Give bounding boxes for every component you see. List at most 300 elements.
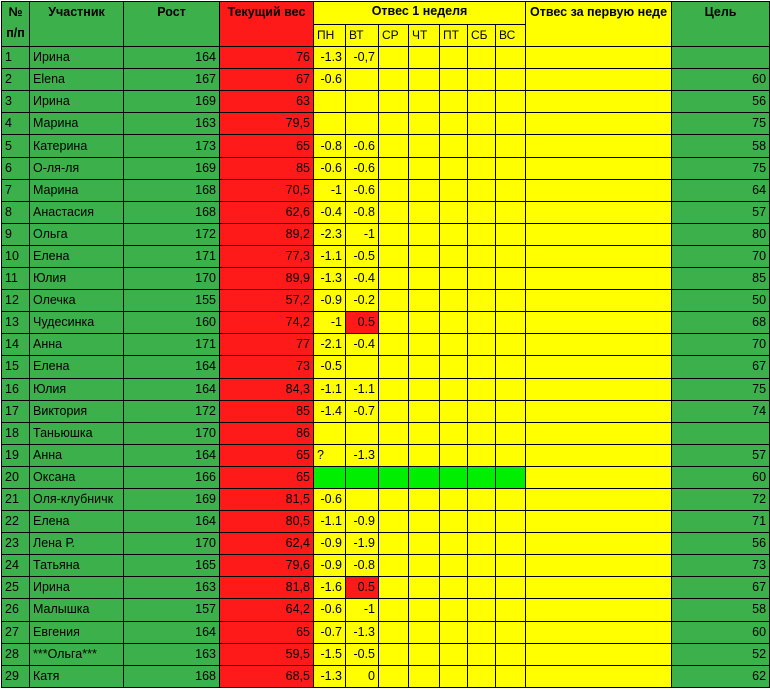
cell-day-sun[interactable] bbox=[496, 201, 526, 223]
cell-day-sun[interactable] bbox=[496, 599, 526, 621]
cell-day-wed[interactable] bbox=[379, 400, 409, 422]
cell-day-tue[interactable] bbox=[346, 422, 379, 444]
cell-day-tue[interactable]: -0.6 bbox=[346, 135, 379, 157]
header-day-wed[interactable]: СР bbox=[379, 25, 409, 47]
cell-day-thu[interactable] bbox=[409, 444, 440, 466]
cell-goal[interactable]: 68 bbox=[672, 312, 770, 334]
cell-day-mon[interactable]: -0.6 bbox=[314, 599, 346, 621]
cell-day-sat[interactable] bbox=[468, 223, 496, 245]
cell-index[interactable]: 22 bbox=[2, 511, 30, 533]
cell-height[interactable]: 164 bbox=[124, 356, 220, 378]
cell-day-sun[interactable] bbox=[496, 135, 526, 157]
cell-day-sun[interactable] bbox=[496, 356, 526, 378]
cell-name[interactable]: Юлия bbox=[30, 378, 124, 400]
cell-day-tue[interactable]: -0.5 bbox=[346, 643, 379, 665]
cell-height[interactable]: 172 bbox=[124, 400, 220, 422]
cell-day-tue[interactable]: 0 bbox=[346, 665, 379, 687]
cell-day-mon[interactable]: -1.4 bbox=[314, 400, 346, 422]
cell-day-thu[interactable] bbox=[409, 555, 440, 577]
cell-day-fri[interactable] bbox=[440, 47, 468, 69]
cell-weight[interactable]: 79,5 bbox=[220, 113, 314, 135]
cell-day-tue[interactable] bbox=[346, 91, 379, 113]
cell-height[interactable]: 169 bbox=[124, 91, 220, 113]
cell-day-mon[interactable]: -1 bbox=[314, 312, 346, 334]
cell-day-fri[interactable] bbox=[440, 466, 468, 488]
cell-day-wed[interactable] bbox=[379, 135, 409, 157]
cell-first-week[interactable] bbox=[526, 157, 672, 179]
cell-name[interactable]: Татьяна bbox=[30, 555, 124, 577]
cell-height[interactable]: 165 bbox=[124, 555, 220, 577]
cell-day-tue[interactable]: -0.9 bbox=[346, 511, 379, 533]
cell-day-wed[interactable] bbox=[379, 47, 409, 69]
cell-goal[interactable]: 64 bbox=[672, 179, 770, 201]
cell-day-mon[interactable]: -2.1 bbox=[314, 334, 346, 356]
cell-weight[interactable]: 81,8 bbox=[220, 577, 314, 599]
cell-day-thu[interactable] bbox=[409, 113, 440, 135]
cell-height[interactable]: 171 bbox=[124, 245, 220, 267]
cell-name[interactable]: Олечка bbox=[30, 290, 124, 312]
cell-name[interactable]: Юлия bbox=[30, 268, 124, 290]
cell-day-tue[interactable]: 0.5 bbox=[346, 312, 379, 334]
cell-name[interactable]: Лена Р. bbox=[30, 533, 124, 555]
cell-day-mon[interactable]: -0.6 bbox=[314, 157, 346, 179]
cell-day-tue[interactable] bbox=[346, 356, 379, 378]
cell-height[interactable]: 163 bbox=[124, 113, 220, 135]
cell-day-sat[interactable] bbox=[468, 290, 496, 312]
cell-day-fri[interactable] bbox=[440, 555, 468, 577]
cell-day-sun[interactable] bbox=[496, 334, 526, 356]
cell-day-fri[interactable] bbox=[440, 268, 468, 290]
cell-index[interactable]: 15 bbox=[2, 356, 30, 378]
cell-height[interactable]: 164 bbox=[124, 378, 220, 400]
cell-weight[interactable]: 73 bbox=[220, 356, 314, 378]
cell-day-wed[interactable] bbox=[379, 334, 409, 356]
cell-day-mon[interactable] bbox=[314, 466, 346, 488]
cell-name[interactable]: Оля-клубничк bbox=[30, 488, 124, 510]
cell-goal[interactable]: 75 bbox=[672, 113, 770, 135]
cell-day-sun[interactable] bbox=[496, 312, 526, 334]
cell-index[interactable]: 27 bbox=[2, 621, 30, 643]
cell-index[interactable]: 13 bbox=[2, 312, 30, 334]
cell-name[interactable]: Малышка bbox=[30, 599, 124, 621]
cell-day-fri[interactable] bbox=[440, 511, 468, 533]
cell-day-sun[interactable] bbox=[496, 643, 526, 665]
cell-day-thu[interactable] bbox=[409, 665, 440, 687]
cell-index[interactable]: 20 bbox=[2, 466, 30, 488]
cell-day-wed[interactable] bbox=[379, 113, 409, 135]
cell-day-fri[interactable] bbox=[440, 378, 468, 400]
cell-day-mon[interactable]: -1.3 bbox=[314, 268, 346, 290]
cell-day-tue[interactable] bbox=[346, 488, 379, 510]
cell-height[interactable]: 166 bbox=[124, 466, 220, 488]
cell-day-sun[interactable] bbox=[496, 69, 526, 91]
cell-day-sat[interactable] bbox=[468, 245, 496, 267]
cell-day-thu[interactable] bbox=[409, 488, 440, 510]
cell-name[interactable]: Катерина bbox=[30, 135, 124, 157]
cell-index[interactable]: 1 bbox=[2, 47, 30, 69]
cell-first-week[interactable] bbox=[526, 135, 672, 157]
cell-day-sat[interactable] bbox=[468, 179, 496, 201]
cell-weight[interactable]: 79,6 bbox=[220, 555, 314, 577]
cell-height[interactable]: 167 bbox=[124, 69, 220, 91]
cell-day-thu[interactable] bbox=[409, 378, 440, 400]
cell-first-week[interactable] bbox=[526, 422, 672, 444]
cell-goal[interactable]: 71 bbox=[672, 511, 770, 533]
cell-height[interactable]: 164 bbox=[124, 621, 220, 643]
cell-day-thu[interactable] bbox=[409, 511, 440, 533]
cell-goal[interactable]: 56 bbox=[672, 91, 770, 113]
cell-name[interactable]: Оксана bbox=[30, 466, 124, 488]
cell-weight[interactable]: 68,5 bbox=[220, 665, 314, 687]
cell-first-week[interactable] bbox=[526, 69, 672, 91]
cell-first-week[interactable] bbox=[526, 577, 672, 599]
cell-name[interactable]: О-ля-ля bbox=[30, 157, 124, 179]
cell-day-fri[interactable] bbox=[440, 356, 468, 378]
header-day-tue[interactable]: ВТ bbox=[346, 25, 379, 47]
cell-first-week[interactable] bbox=[526, 290, 672, 312]
cell-first-week[interactable] bbox=[526, 511, 672, 533]
cell-index[interactable]: 23 bbox=[2, 533, 30, 555]
cell-day-sun[interactable] bbox=[496, 400, 526, 422]
cell-index[interactable]: 29 bbox=[2, 665, 30, 687]
cell-height[interactable]: 164 bbox=[124, 511, 220, 533]
cell-day-sun[interactable] bbox=[496, 488, 526, 510]
header-day-mon[interactable]: ПН bbox=[314, 25, 346, 47]
cell-height[interactable]: 169 bbox=[124, 157, 220, 179]
cell-first-week[interactable] bbox=[526, 444, 672, 466]
cell-first-week[interactable] bbox=[526, 400, 672, 422]
header-week1[interactable]: Отвес 1 неделя bbox=[314, 2, 526, 25]
cell-day-tue[interactable]: -0.8 bbox=[346, 201, 379, 223]
cell-day-mon[interactable]: -1.1 bbox=[314, 245, 346, 267]
cell-day-tue[interactable]: -1.3 bbox=[346, 621, 379, 643]
cell-day-thu[interactable] bbox=[409, 201, 440, 223]
cell-name[interactable]: Елена bbox=[30, 511, 124, 533]
cell-weight[interactable]: 65 bbox=[220, 466, 314, 488]
cell-day-sun[interactable] bbox=[496, 179, 526, 201]
cell-weight[interactable]: 59,5 bbox=[220, 643, 314, 665]
cell-day-tue[interactable]: -0.4 bbox=[346, 334, 379, 356]
cell-height[interactable]: 172 bbox=[124, 223, 220, 245]
cell-day-tue[interactable]: -0.2 bbox=[346, 290, 379, 312]
cell-day-wed[interactable] bbox=[379, 290, 409, 312]
cell-day-thu[interactable] bbox=[409, 643, 440, 665]
cell-index[interactable]: 6 bbox=[2, 157, 30, 179]
cell-weight[interactable]: 65 bbox=[220, 135, 314, 157]
cell-name[interactable]: Ирина bbox=[30, 577, 124, 599]
cell-day-tue[interactable] bbox=[346, 113, 379, 135]
cell-height[interactable]: 170 bbox=[124, 533, 220, 555]
cell-day-sun[interactable] bbox=[496, 223, 526, 245]
cell-day-wed[interactable] bbox=[379, 179, 409, 201]
cell-day-tue[interactable]: -0.6 bbox=[346, 157, 379, 179]
cell-index[interactable]: 11 bbox=[2, 268, 30, 290]
header-day-fri[interactable]: ПТ bbox=[440, 25, 468, 47]
cell-day-fri[interactable] bbox=[440, 157, 468, 179]
cell-first-week[interactable] bbox=[526, 466, 672, 488]
cell-day-sun[interactable] bbox=[496, 533, 526, 555]
cell-day-sat[interactable] bbox=[468, 577, 496, 599]
cell-weight[interactable]: 67 bbox=[220, 69, 314, 91]
cell-day-sat[interactable] bbox=[468, 201, 496, 223]
cell-day-mon[interactable]: -1.6 bbox=[314, 577, 346, 599]
header-index[interactable]: № п/п bbox=[2, 2, 30, 47]
cell-day-fri[interactable] bbox=[440, 577, 468, 599]
cell-day-thu[interactable] bbox=[409, 135, 440, 157]
cell-weight[interactable]: 74,2 bbox=[220, 312, 314, 334]
cell-height[interactable]: 164 bbox=[124, 47, 220, 69]
cell-day-thu[interactable] bbox=[409, 400, 440, 422]
cell-index[interactable]: 17 bbox=[2, 400, 30, 422]
cell-first-week[interactable] bbox=[526, 621, 672, 643]
cell-day-wed[interactable] bbox=[379, 643, 409, 665]
cell-first-week[interactable] bbox=[526, 113, 672, 135]
cell-day-wed[interactable] bbox=[379, 511, 409, 533]
cell-day-mon[interactable] bbox=[314, 91, 346, 113]
cell-goal[interactable]: 85 bbox=[672, 268, 770, 290]
cell-day-sat[interactable] bbox=[468, 113, 496, 135]
cell-goal[interactable]: 50 bbox=[672, 290, 770, 312]
cell-day-fri[interactable] bbox=[440, 444, 468, 466]
cell-day-tue[interactable]: -1 bbox=[346, 599, 379, 621]
cell-index[interactable]: 4 bbox=[2, 113, 30, 135]
cell-day-tue[interactable] bbox=[346, 69, 379, 91]
header-weight[interactable]: Текущий вес bbox=[220, 2, 314, 47]
cell-day-thu[interactable] bbox=[409, 91, 440, 113]
cell-day-wed[interactable] bbox=[379, 665, 409, 687]
cell-day-wed[interactable] bbox=[379, 466, 409, 488]
cell-name[interactable]: Елена bbox=[30, 356, 124, 378]
cell-day-sun[interactable] bbox=[496, 47, 526, 69]
cell-goal[interactable]: 58 bbox=[672, 599, 770, 621]
cell-day-sun[interactable] bbox=[496, 378, 526, 400]
header-first-week[interactable]: Отвес за первую неде bbox=[526, 2, 672, 47]
cell-name[interactable]: Анна bbox=[30, 334, 124, 356]
cell-weight[interactable]: 85 bbox=[220, 400, 314, 422]
cell-name[interactable]: Ольга bbox=[30, 223, 124, 245]
cell-day-mon[interactable]: -0.9 bbox=[314, 533, 346, 555]
cell-name[interactable]: Катя bbox=[30, 665, 124, 687]
cell-day-fri[interactable] bbox=[440, 599, 468, 621]
cell-day-fri[interactable] bbox=[440, 69, 468, 91]
cell-day-tue[interactable]: -1.9 bbox=[346, 533, 379, 555]
cell-day-wed[interactable] bbox=[379, 268, 409, 290]
cell-day-mon[interactable]: -1.3 bbox=[314, 47, 346, 69]
cell-height[interactable]: 173 bbox=[124, 135, 220, 157]
cell-day-sat[interactable] bbox=[468, 665, 496, 687]
cell-goal[interactable] bbox=[672, 422, 770, 444]
cell-goal[interactable]: 72 bbox=[672, 488, 770, 510]
cell-index[interactable]: 14 bbox=[2, 334, 30, 356]
cell-day-thu[interactable] bbox=[409, 69, 440, 91]
cell-day-fri[interactable] bbox=[440, 312, 468, 334]
cell-index[interactable]: 19 bbox=[2, 444, 30, 466]
cell-height[interactable]: 164 bbox=[124, 444, 220, 466]
cell-name[interactable]: Анна bbox=[30, 444, 124, 466]
cell-day-sun[interactable] bbox=[496, 113, 526, 135]
cell-day-tue[interactable]: -1 bbox=[346, 223, 379, 245]
cell-name[interactable]: Елена bbox=[30, 245, 124, 267]
cell-day-tue[interactable]: -0.4 bbox=[346, 268, 379, 290]
cell-day-fri[interactable] bbox=[440, 665, 468, 687]
cell-first-week[interactable] bbox=[526, 555, 672, 577]
cell-height[interactable]: 157 bbox=[124, 599, 220, 621]
cell-index[interactable]: 18 bbox=[2, 422, 30, 444]
cell-day-sat[interactable] bbox=[468, 511, 496, 533]
cell-day-fri[interactable] bbox=[440, 621, 468, 643]
cell-goal[interactable]: 73 bbox=[672, 555, 770, 577]
cell-day-sat[interactable] bbox=[468, 268, 496, 290]
cell-day-thu[interactable] bbox=[409, 422, 440, 444]
cell-day-wed[interactable] bbox=[379, 312, 409, 334]
cell-day-sun[interactable] bbox=[496, 511, 526, 533]
cell-goal[interactable]: 60 bbox=[672, 466, 770, 488]
cell-day-wed[interactable] bbox=[379, 356, 409, 378]
cell-height[interactable]: 170 bbox=[124, 422, 220, 444]
cell-day-fri[interactable] bbox=[440, 422, 468, 444]
cell-day-mon[interactable]: -1.1 bbox=[314, 511, 346, 533]
cell-day-tue[interactable]: -1.3 bbox=[346, 444, 379, 466]
cell-name[interactable]: Марина bbox=[30, 179, 124, 201]
cell-day-sat[interactable] bbox=[468, 400, 496, 422]
cell-day-wed[interactable] bbox=[379, 488, 409, 510]
cell-weight[interactable]: 57,2 bbox=[220, 290, 314, 312]
cell-day-wed[interactable] bbox=[379, 422, 409, 444]
cell-day-thu[interactable] bbox=[409, 245, 440, 267]
cell-day-fri[interactable] bbox=[440, 334, 468, 356]
cell-day-mon[interactable]: -2.3 bbox=[314, 223, 346, 245]
cell-day-tue[interactable]: -0.7 bbox=[346, 400, 379, 422]
cell-day-wed[interactable] bbox=[379, 223, 409, 245]
cell-weight[interactable]: 64,2 bbox=[220, 599, 314, 621]
cell-day-fri[interactable] bbox=[440, 643, 468, 665]
cell-day-mon[interactable]: ? bbox=[314, 444, 346, 466]
cell-goal[interactable]: 52 bbox=[672, 643, 770, 665]
cell-day-fri[interactable] bbox=[440, 245, 468, 267]
cell-day-wed[interactable] bbox=[379, 621, 409, 643]
cell-name[interactable]: Ирина bbox=[30, 91, 124, 113]
cell-day-sat[interactable] bbox=[468, 334, 496, 356]
cell-day-wed[interactable] bbox=[379, 577, 409, 599]
cell-goal[interactable]: 62 bbox=[672, 665, 770, 687]
cell-day-sun[interactable] bbox=[496, 444, 526, 466]
cell-day-sun[interactable] bbox=[496, 422, 526, 444]
cell-weight[interactable]: 84,3 bbox=[220, 378, 314, 400]
cell-day-sat[interactable] bbox=[468, 312, 496, 334]
cell-index[interactable]: 26 bbox=[2, 599, 30, 621]
cell-weight[interactable]: 62,4 bbox=[220, 533, 314, 555]
cell-height[interactable]: 155 bbox=[124, 290, 220, 312]
cell-day-wed[interactable] bbox=[379, 533, 409, 555]
cell-day-wed[interactable] bbox=[379, 555, 409, 577]
cell-first-week[interactable] bbox=[526, 334, 672, 356]
cell-index[interactable]: 9 bbox=[2, 223, 30, 245]
cell-weight[interactable]: 65 bbox=[220, 444, 314, 466]
cell-day-tue[interactable]: -1.1 bbox=[346, 378, 379, 400]
header-goal[interactable]: Цель bbox=[672, 2, 770, 47]
cell-day-sun[interactable] bbox=[496, 245, 526, 267]
cell-goal[interactable]: 67 bbox=[672, 577, 770, 599]
cell-day-sun[interactable] bbox=[496, 268, 526, 290]
cell-first-week[interactable] bbox=[526, 201, 672, 223]
cell-day-sun[interactable] bbox=[496, 621, 526, 643]
cell-name[interactable]: Анастасия bbox=[30, 201, 124, 223]
cell-first-week[interactable] bbox=[526, 268, 672, 290]
cell-day-fri[interactable] bbox=[440, 533, 468, 555]
cell-day-mon[interactable]: -0.8 bbox=[314, 135, 346, 157]
cell-index[interactable]: 24 bbox=[2, 555, 30, 577]
cell-day-wed[interactable] bbox=[379, 201, 409, 223]
cell-index[interactable]: 5 bbox=[2, 135, 30, 157]
cell-name[interactable]: Таньюшка bbox=[30, 422, 124, 444]
header-day-sun[interactable]: ВС bbox=[496, 25, 526, 47]
cell-height[interactable]: 163 bbox=[124, 643, 220, 665]
cell-day-thu[interactable] bbox=[409, 533, 440, 555]
cell-height[interactable]: 168 bbox=[124, 665, 220, 687]
cell-day-sun[interactable] bbox=[496, 91, 526, 113]
cell-first-week[interactable] bbox=[526, 245, 672, 267]
cell-weight[interactable]: 80,5 bbox=[220, 511, 314, 533]
cell-first-week[interactable] bbox=[526, 223, 672, 245]
cell-day-fri[interactable] bbox=[440, 113, 468, 135]
cell-day-thu[interactable] bbox=[409, 466, 440, 488]
cell-day-sat[interactable] bbox=[468, 135, 496, 157]
cell-day-fri[interactable] bbox=[440, 201, 468, 223]
cell-height[interactable]: 163 bbox=[124, 577, 220, 599]
cell-day-thu[interactable] bbox=[409, 290, 440, 312]
cell-first-week[interactable] bbox=[526, 643, 672, 665]
cell-goal[interactable]: 58 bbox=[672, 135, 770, 157]
cell-index[interactable]: 7 bbox=[2, 179, 30, 201]
header-height[interactable]: Рост bbox=[124, 2, 220, 47]
cell-index[interactable]: 8 bbox=[2, 201, 30, 223]
cell-index[interactable]: 16 bbox=[2, 378, 30, 400]
cell-day-wed[interactable] bbox=[379, 444, 409, 466]
cell-day-mon[interactable]: -0.4 bbox=[314, 201, 346, 223]
cell-goal[interactable]: 60 bbox=[672, 621, 770, 643]
cell-name[interactable]: Чудесинка bbox=[30, 312, 124, 334]
cell-day-thu[interactable] bbox=[409, 356, 440, 378]
cell-first-week[interactable] bbox=[526, 91, 672, 113]
cell-day-sun[interactable] bbox=[496, 157, 526, 179]
header-name[interactable]: Участник bbox=[30, 2, 124, 47]
cell-day-thu[interactable] bbox=[409, 621, 440, 643]
cell-weight[interactable]: 76 bbox=[220, 47, 314, 69]
cell-first-week[interactable] bbox=[526, 665, 672, 687]
cell-day-sat[interactable] bbox=[468, 47, 496, 69]
cell-day-mon[interactable]: -0.5 bbox=[314, 356, 346, 378]
cell-day-thu[interactable] bbox=[409, 157, 440, 179]
cell-day-mon[interactable]: -0.9 bbox=[314, 555, 346, 577]
cell-day-wed[interactable] bbox=[379, 157, 409, 179]
cell-first-week[interactable] bbox=[526, 47, 672, 69]
cell-day-sat[interactable] bbox=[468, 91, 496, 113]
cell-day-tue[interactable]: -0.6 bbox=[346, 179, 379, 201]
cell-weight[interactable]: 85 bbox=[220, 157, 314, 179]
cell-height[interactable]: 160 bbox=[124, 312, 220, 334]
cell-day-mon[interactable]: -0.9 bbox=[314, 290, 346, 312]
cell-day-sat[interactable] bbox=[468, 69, 496, 91]
cell-day-sat[interactable] bbox=[468, 533, 496, 555]
cell-name[interactable]: Виктория bbox=[30, 400, 124, 422]
cell-day-thu[interactable] bbox=[409, 47, 440, 69]
cell-name[interactable]: Ирина bbox=[30, 47, 124, 69]
cell-day-tue[interactable]: 0.5 bbox=[346, 577, 379, 599]
cell-day-sun[interactable] bbox=[496, 290, 526, 312]
cell-day-mon[interactable]: -0.6 bbox=[314, 488, 346, 510]
cell-day-fri[interactable] bbox=[440, 135, 468, 157]
cell-day-fri[interactable] bbox=[440, 179, 468, 201]
